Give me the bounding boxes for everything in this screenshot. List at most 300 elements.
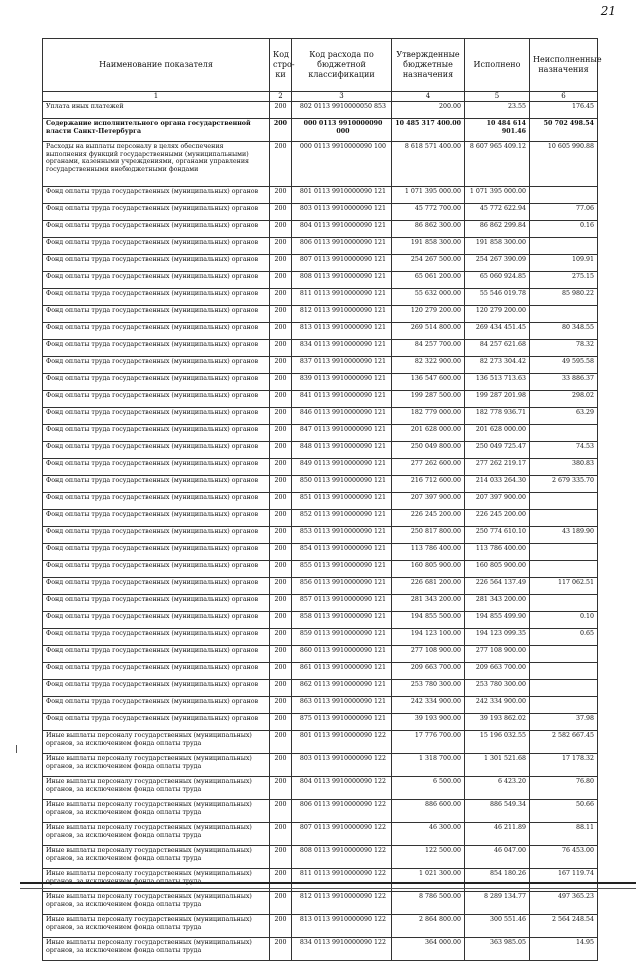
row-approved: 160 805 900.00 [392,561,465,578]
row-classification-code: 000 0113 9910000090 000 [292,119,392,142]
row-unexecuted [530,595,598,612]
row-executed: 242 334 900.00 [465,697,530,714]
row-classification-code: 834 0113 9910000090 121 [292,340,392,357]
row-classification-code: 863 0113 9910000090 121 [292,697,392,714]
table-row [43,340,598,357]
row-unexecuted: 10 605 990.88 [530,142,598,187]
row-line-code: 200 [270,869,292,892]
row-line-code: 200 [270,663,292,680]
row-executed: 84 257 621.68 [465,340,530,357]
table-row [43,777,598,800]
row-executed: 6 423.20 [465,777,530,800]
row-executed: 15 196 032.55 [465,731,530,754]
row-name: Содержание исполнительного органа государственной власти Санкт-Петербурга [43,119,270,142]
row-classification-code: 859 0113 9910000090 121 [292,629,392,646]
row-unexecuted: 37.98 [530,714,598,731]
row-name: Фонд оплаты труда государственных (муниципальных) органов [43,663,270,680]
row-name: Фонд оплаты труда государственных (муниципальных) органов [43,238,270,255]
row-classification-code: 808 0113 9910000090 122 [292,846,392,869]
row-classification-code: 851 0113 9910000090 121 [292,493,392,510]
row-classification-code: 813 0113 9910000090 121 [292,323,392,340]
row-executed: 160 805 900.00 [465,561,530,578]
row-name: Фонд оплаты труда государственных (муниципальных) органов [43,391,270,408]
row-approved: 86 862 300.00 [392,221,465,238]
table-row [43,272,598,289]
row-unexecuted: 167 119.74 [530,869,598,892]
column-number: 6 [530,92,598,102]
table-row [43,561,598,578]
row-approved: 269 514 800.00 [392,323,465,340]
row-unexecuted: 85 980.22 [530,289,598,306]
row-line-code: 200 [270,238,292,255]
row-classification-code: 812 0113 9910000090 122 [292,892,392,915]
row-executed: 194 855 499.90 [465,612,530,629]
row-line-code: 200 [270,823,292,846]
table-row [43,204,598,221]
row-classification-code: 803 0113 9910000090 121 [292,204,392,221]
row-unexecuted [530,510,598,527]
row-approved: 209 663 700.00 [392,663,465,680]
row-executed: 8 289 134.77 [465,892,530,915]
row-line-code: 200 [270,578,292,595]
row-executed: 253 780 300.00 [465,680,530,697]
row-line-code: 200 [270,204,292,221]
page-number: 21 [600,4,616,18]
row-name: Фонд оплаты труда государственных (муниципальных) органов [43,289,270,306]
row-classification-code: 855 0113 9910000090 121 [292,561,392,578]
row-unexecuted: 88.11 [530,823,598,846]
row-executed: 55 546 019.78 [465,289,530,306]
table-row [43,754,598,777]
row-name: Фонд оплаты труда государственных (муниципальных) органов [43,714,270,731]
row-line-code: 200 [270,731,292,754]
row-approved: 201 628 000.00 [392,425,465,442]
row-executed: 46 047.00 [465,846,530,869]
table-row [43,527,598,544]
table-row [43,714,598,731]
header-approved: Утвержденные бюджетные назначения [392,39,465,92]
margin-mark [16,745,17,753]
row-line-code: 200 [270,391,292,408]
row-approved: 277 108 900.00 [392,646,465,663]
row-line-code: 200 [270,102,292,119]
row-line-code: 200 [270,289,292,306]
row-classification-code: 804 0113 9910000090 122 [292,777,392,800]
row-executed: 1 301 521.68 [465,754,530,777]
row-unexecuted: 74.53 [530,442,598,459]
row-executed: 300 551.46 [465,915,530,938]
row-line-code: 200 [270,754,292,777]
row-classification-code: 804 0113 9910000090 121 [292,221,392,238]
row-approved: 1 318 700.00 [392,754,465,777]
table-row [43,697,598,714]
table-row [43,595,598,612]
row-name: Фонд оплаты труда государственных (муниципальных) органов [43,374,270,391]
row-line-code: 200 [270,777,292,800]
row-approved: 39 193 900.00 [392,714,465,731]
table-row [43,544,598,561]
row-name: Фонд оплаты труда государственных (муниципальных) органов [43,544,270,561]
row-name: Иные выплаты персоналу государственных (муниципальных) органов, за исключением фонда оплаты труда [43,892,270,915]
row-approved: 250 817 800.00 [392,527,465,544]
row-name: Фонд оплаты труда государственных (муниципальных) органов [43,493,270,510]
row-line-code: 200 [270,561,292,578]
row-approved: 6 500.00 [392,777,465,800]
row-name: Фонд оплаты труда государственных (муниципальных) органов [43,204,270,221]
row-approved: 200.00 [392,102,465,119]
row-line-code: 200 [270,527,292,544]
row-line-code: 200 [270,595,292,612]
table-row [43,476,598,493]
row-name: Фонд оплаты труда государственных (муниципальных) органов [43,408,270,425]
row-name: Иные выплаты персоналу государственных (муниципальных) органов, за исключением фонда оплаты труда [43,731,270,754]
row-name: Фонд оплаты труда государственных (муниципальных) органов [43,459,270,476]
row-approved: 207 397 900.00 [392,493,465,510]
row-unexecuted [530,425,598,442]
row-unexecuted: 275.15 [530,272,598,289]
row-line-code: 200 [270,680,292,697]
row-executed: 46 211.89 [465,823,530,846]
row-name: Фонд оплаты труда государственных (муниципальных) органов [43,527,270,544]
row-approved: 886 600.00 [392,800,465,823]
row-classification-code: 841 0113 9910000090 121 [292,391,392,408]
row-unexecuted: 2 679 335.70 [530,476,598,493]
table-row [43,915,598,938]
row-unexecuted: 50.66 [530,800,598,823]
row-line-code: 200 [270,272,292,289]
row-unexecuted: 380.83 [530,459,598,476]
row-classification-code: 801 0113 9910000090 122 [292,731,392,754]
row-line-code: 200 [270,425,292,442]
row-executed: 363 985.05 [465,938,530,961]
row-approved: 364 000.00 [392,938,465,961]
table-row [43,238,598,255]
row-approved: 199 287 500.00 [392,391,465,408]
table-row [43,629,598,646]
table-row [43,255,598,272]
row-executed: 854 180.26 [465,869,530,892]
row-name: Фонд оплаты труда государственных (муниципальных) органов [43,442,270,459]
row-approved: 65 061 200.00 [392,272,465,289]
row-unexecuted: 0.10 [530,612,598,629]
row-line-code: 200 [270,629,292,646]
row-classification-code: 849 0113 9910000090 121 [292,459,392,476]
row-executed: 10 484 614 901.46 [465,119,530,142]
row-unexecuted: 78.32 [530,340,598,357]
column-number-row [43,92,598,102]
row-executed: 39 193 862.02 [465,714,530,731]
row-classification-code: 837 0113 9910000090 121 [292,357,392,374]
row-name: Фонд оплаты труда государственных (муниципальных) органов [43,680,270,697]
row-name: Расходы на выплаты персоналу в целях обеспечения выполнения функций государственными (муниципальными) органами, казенными учреждениями, органами управления государственными внебюджетными фондами [43,142,270,187]
row-executed: 226 245 200.00 [465,510,530,527]
column-number: 3 [292,92,392,102]
row-unexecuted: 0.16 [530,221,598,238]
table-row [43,731,598,754]
row-name: Уплата иных платежей [43,102,270,119]
row-approved: 194 123 100.00 [392,629,465,646]
row-executed: 201 628 000.00 [465,425,530,442]
row-executed: 269 434 451.45 [465,323,530,340]
row-name: Иные выплаты персоналу государственных (муниципальных) органов, за исключением фонда оплаты труда [43,777,270,800]
row-classification-code: 000 0113 9910000090 100 [292,142,392,187]
row-executed: 254 267 390.09 [465,255,530,272]
row-approved: 281 343 200.00 [392,595,465,612]
table-row [43,510,598,527]
header-unexecuted: Неисполненные назначения [530,39,598,92]
table-row [43,119,598,142]
row-name: Фонд оплаты труда государственных (муниципальных) органов [43,561,270,578]
row-classification-code: 862 0113 9910000090 121 [292,680,392,697]
row-name: Фонд оплаты труда государственных (муниципальных) органов [43,340,270,357]
row-name: Фонд оплаты труда государственных (муниципальных) органов [43,578,270,595]
row-name: Фонд оплаты труда государственных (муниципальных) органов [43,612,270,629]
row-executed: 113 786 400.00 [465,544,530,561]
row-classification-code: 848 0113 9910000090 121 [292,442,392,459]
column-number: 1 [43,92,270,102]
row-approved: 254 267 500.00 [392,255,465,272]
row-unexecuted: 50 702 498.54 [530,119,598,142]
row-name: Фонд оплаты труда государственных (муниципальных) органов [43,510,270,527]
row-name: Иные выплаты персоналу государственных (муниципальных) органов, за исключением фонда оплаты труда [43,938,270,961]
row-classification-code: 813 0113 9910000090 122 [292,915,392,938]
row-line-code: 200 [270,357,292,374]
row-approved: 242 334 900.00 [392,697,465,714]
row-classification-code: 808 0113 9910000090 121 [292,272,392,289]
row-executed: 281 343 200.00 [465,595,530,612]
table-row [43,323,598,340]
row-approved: 1 021 300.00 [392,869,465,892]
row-name: Фонд оплаты труда государственных (муниципальных) органов [43,476,270,493]
row-line-code: 200 [270,221,292,238]
row-line-code: 200 [270,119,292,142]
row-executed: 194 123 099.35 [465,629,530,646]
row-unexecuted [530,663,598,680]
table-row [43,221,598,238]
row-approved: 120 279 200.00 [392,306,465,323]
row-approved: 226 245 200.00 [392,510,465,527]
table-row [43,938,598,961]
row-classification-code: 806 0113 9910000090 121 [292,238,392,255]
row-executed: 277 108 900.00 [465,646,530,663]
row-executed: 45 772 622.94 [465,204,530,221]
table-row [43,408,598,425]
row-line-code: 200 [270,374,292,391]
header-classification-code: Код расхода по бюджетной классификации [292,39,392,92]
row-executed: 250 049 725.47 [465,442,530,459]
row-classification-code: 853 0113 9910000090 121 [292,527,392,544]
row-unexecuted [530,493,598,510]
column-number: 5 [465,92,530,102]
table-body [43,102,598,961]
row-classification-code: 850 0113 9910000090 121 [292,476,392,493]
row-name: Иные выплаты персоналу государственных (муниципальных) органов, за исключением фонда оплаты труда [43,846,270,869]
row-classification-code: 846 0113 9910000090 121 [292,408,392,425]
row-unexecuted: 497 365.23 [530,892,598,915]
row-unexecuted: 109.91 [530,255,598,272]
row-classification-code: 839 0113 9910000090 121 [292,374,392,391]
row-executed: 214 033 264.30 [465,476,530,493]
row-line-code: 200 [270,544,292,561]
row-classification-code: 854 0113 9910000090 121 [292,544,392,561]
row-approved: 250 049 800.00 [392,442,465,459]
row-unexecuted: 43 189.90 [530,527,598,544]
row-name: Фонд оплаты труда государственных (муниципальных) органов [43,697,270,714]
row-line-code: 200 [270,892,292,915]
row-unexecuted: 0.65 [530,629,598,646]
row-line-code: 200 [270,442,292,459]
row-unexecuted: 33 886.37 [530,374,598,391]
row-executed: 207 397 900.00 [465,493,530,510]
row-approved: 46 300.00 [392,823,465,846]
row-line-code: 200 [270,846,292,869]
row-unexecuted: 63.29 [530,408,598,425]
row-approved: 10 485 317 400.00 [392,119,465,142]
row-name: Фонд оплаты труда государственных (муниципальных) органов [43,595,270,612]
row-unexecuted [530,544,598,561]
table-row [43,357,598,374]
row-line-code: 200 [270,408,292,425]
row-name: Фонд оплаты труда государственных (муниципальных) органов [43,425,270,442]
row-classification-code: 856 0113 9910000090 121 [292,578,392,595]
table-row [43,391,598,408]
row-name: Иные выплаты персоналу государственных (муниципальных) органов, за исключением фонда оплаты труда [43,823,270,846]
row-executed: 65 060 924.85 [465,272,530,289]
row-executed: 86 862 299.84 [465,221,530,238]
row-line-code: 200 [270,646,292,663]
row-name: Фонд оплаты труда государственных (муниципальных) органов [43,187,270,204]
row-approved: 84 257 700.00 [392,340,465,357]
row-executed: 23.55 [465,102,530,119]
row-approved: 122 500.00 [392,846,465,869]
header-line-code: Код стро-ки [270,39,292,92]
row-approved: 136 547 600.00 [392,374,465,391]
row-executed: 199 287 201.98 [465,391,530,408]
row-unexecuted [530,680,598,697]
row-classification-code: 861 0113 9910000090 121 [292,663,392,680]
row-approved: 82 322 900.00 [392,357,465,374]
table-header [43,39,602,102]
row-executed: 250 774 610.10 [465,527,530,544]
table-row [43,102,598,119]
row-name: Фонд оплаты труда государственных (муниципальных) органов [43,323,270,340]
row-classification-code: 807 0113 9910000090 121 [292,255,392,272]
row-approved: 8 618 571 400.00 [392,142,465,187]
row-approved: 191 858 300.00 [392,238,465,255]
row-name: Иные выплаты персоналу государственных (муниципальных) органов, за исключением фонда оплаты труда [43,915,270,938]
table-row [43,493,598,510]
row-name: Фонд оплаты труда государственных (муниципальных) органов [43,306,270,323]
table-row [43,142,598,187]
table-row [43,612,598,629]
row-classification-code: 806 0113 9910000090 122 [292,800,392,823]
row-line-code: 200 [270,938,292,961]
row-unexecuted: 298.02 [530,391,598,408]
table-row [43,374,598,391]
row-approved: 253 780 300.00 [392,680,465,697]
table-row [43,187,598,204]
row-classification-code: 801 0113 9910000090 121 [292,187,392,204]
row-classification-code: 834 0113 9910000090 122 [292,938,392,961]
row-classification-code: 807 0113 9910000090 122 [292,823,392,846]
table-row [43,680,598,697]
row-approved: 226 681 200.00 [392,578,465,595]
row-line-code: 200 [270,306,292,323]
row-executed: 209 663 700.00 [465,663,530,680]
row-executed: 886 549.34 [465,800,530,823]
row-approved: 55 632 000.00 [392,289,465,306]
row-name: Фонд оплаты труда государственных (муниципальных) органов [43,221,270,238]
row-executed: 82 273 304.42 [465,357,530,374]
row-classification-code: 847 0113 9910000090 121 [292,425,392,442]
page-bottom-rule [20,882,636,884]
row-classification-code: 875 0113 9910000090 121 [292,714,392,731]
row-executed: 182 778 936.71 [465,408,530,425]
row-line-code: 200 [270,915,292,938]
table-row [43,892,598,915]
row-unexecuted: 76.80 [530,777,598,800]
budget-execution-table [42,38,602,961]
row-unexecuted [530,238,598,255]
row-unexecuted: 14.95 [530,938,598,961]
row-name: Фонд оплаты труда государственных (муниципальных) органов [43,629,270,646]
row-unexecuted: 76 453.00 [530,846,598,869]
row-line-code: 200 [270,800,292,823]
column-number: 2 [270,92,292,102]
table-row [43,846,598,869]
row-classification-code: 857 0113 9910000090 121 [292,595,392,612]
row-classification-code: 812 0113 9910000090 121 [292,306,392,323]
row-approved: 194 855 500.00 [392,612,465,629]
budget-report-sheet [42,38,602,961]
row-unexecuted: 117 062.51 [530,578,598,595]
row-unexecuted [530,306,598,323]
row-unexecuted: 77.06 [530,204,598,221]
row-classification-code: 858 0113 9910000090 121 [292,612,392,629]
row-line-code: 200 [270,142,292,187]
row-executed: 226 564 137.49 [465,578,530,595]
row-line-code: 200 [270,612,292,629]
page-bottom-rule-thin [20,888,636,889]
row-unexecuted [530,187,598,204]
row-line-code: 200 [270,255,292,272]
row-unexecuted [530,697,598,714]
table-row [43,823,598,846]
row-approved: 8 786 500.00 [392,892,465,915]
row-approved: 216 712 600.00 [392,476,465,493]
row-executed: 191 858 300.00 [465,238,530,255]
row-unexecuted: 80 348.55 [530,323,598,340]
row-approved: 1 071 395 000.00 [392,187,465,204]
row-executed: 136 513 713.63 [465,374,530,391]
row-executed: 1 071 395 000.00 [465,187,530,204]
row-line-code: 200 [270,510,292,527]
row-unexecuted [530,561,598,578]
column-number: 4 [392,92,465,102]
row-name: Иные выплаты персоналу государственных (муниципальных) органов, за исключением фонда оплаты труда [43,869,270,892]
table-row [43,289,598,306]
row-approved: 113 786 400.00 [392,544,465,561]
row-classification-code: 803 0113 9910000090 122 [292,754,392,777]
table-row [43,306,598,323]
row-classification-code: 860 0113 9910000090 121 [292,646,392,663]
table-row [43,425,598,442]
row-line-code: 200 [270,714,292,731]
row-unexecuted: 2 582 667.45 [530,731,598,754]
row-line-code: 200 [270,187,292,204]
header-name: Наименование показателя [43,39,270,92]
row-classification-code: 811 0113 9910000090 121 [292,289,392,306]
